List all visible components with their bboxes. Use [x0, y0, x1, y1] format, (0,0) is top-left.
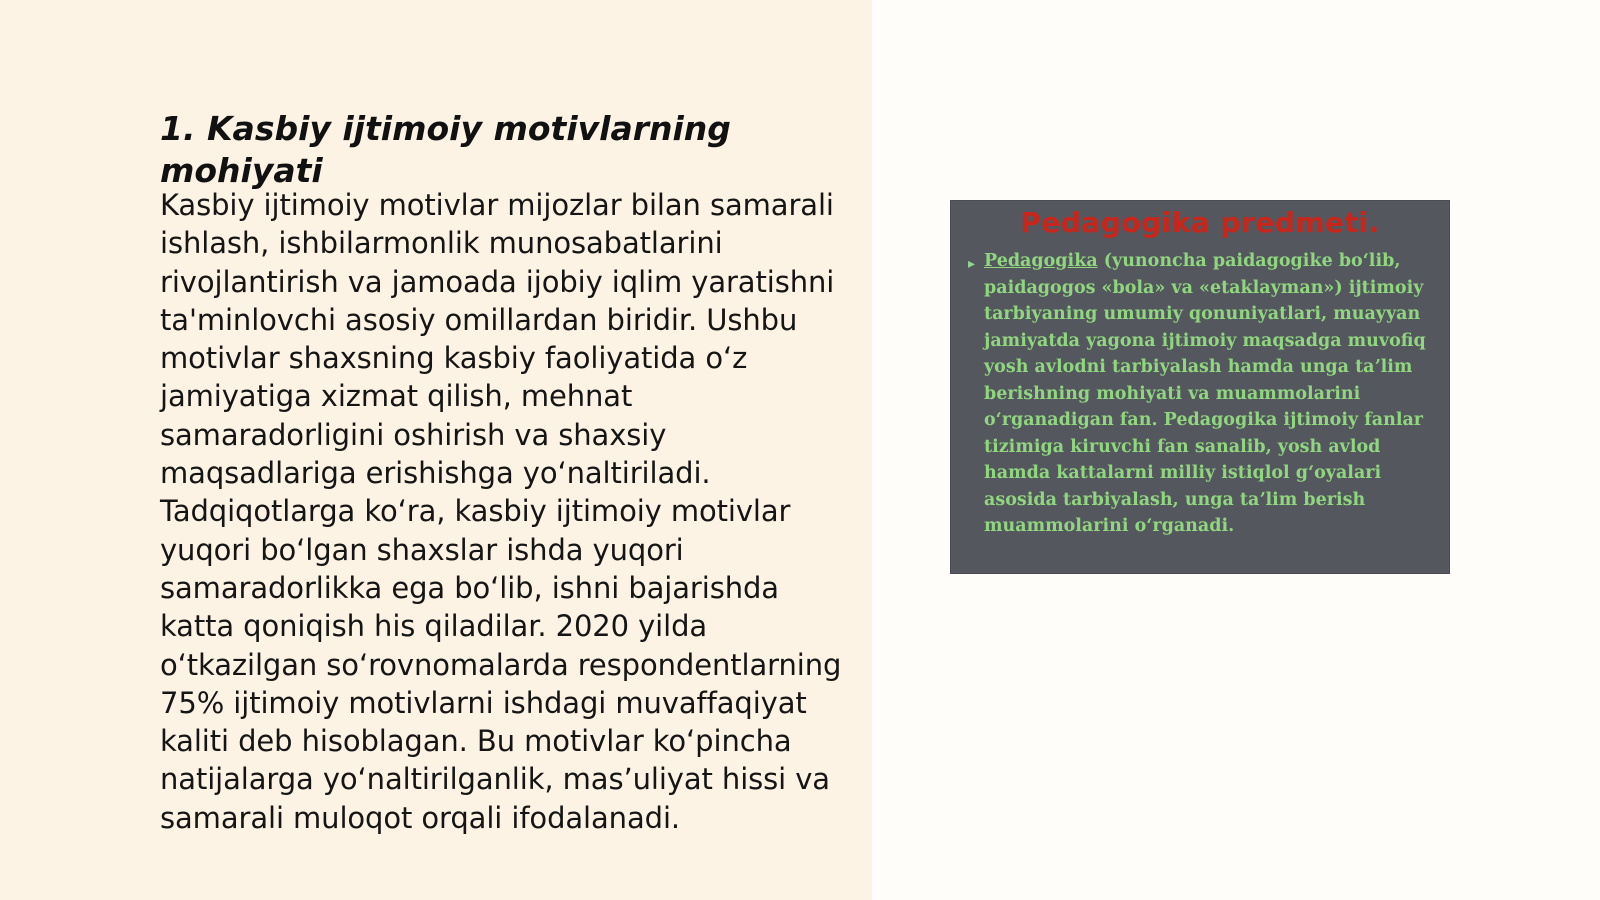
slide-title: 1. Kasbiy ijtimoiy motivlarning mohiyati	[160, 109, 731, 190]
embedded-slide-image	[950, 200, 1450, 574]
bullet-icon: ▸	[968, 256, 976, 272]
embedded-slide-definition: (yunoncha paidagogike boʻlib, paidagogos «bola» va «etaklayman») ijtimoiy tarbiyaning umumiy qonuniyatlari, muayyan jamiyatda yagona ijtimoiy maqsadga muvofiq yosh avlodni tarbiyalash hamda unga taʼlim berishning mohiyati va muammolarini oʻrganadigan fan. Pedagogika ijtimoiy fanlar tizimiga kiruvchi fan sanalib, yosh avlod hamda kattalarni milliy istiqlol gʻoyalari asosida tarbiyalash, unga taʼlim berish muammolarini oʻrganadi.	[984, 251, 1426, 536]
slide-body-text: Kasbiy ijtimoiy motivlar mijozlar bilan samarali ishlash, ishbilarmonlik munosabatlarini rivojlantirish va jamoada ijobiy iqlim yaratishni ta'minlovchi asosiy omillardan biridir. Ushbu motivlar shaxsning kasbiy faoliyatida oʻz jamiyatiga xizmat qilish, mehnat samaradorligini oshirish va shaxsiy maqsadlariga erishishga yoʻnaltiriladi. Tadqiqotlarga koʻra, kasbiy ijtimoiy motivlar yuqori boʻlgan shaxslar ishda yuqori samaradorlikka ega boʻlib, ishni bajarishda katta qoniqish his qiladilar. 2020 yilda oʻtkazilgan soʻrovnomalarda respondentlarning 75% ijtimoiy motivlarni ishdagi muvaffaqiyat kaliti deb hisoblagan. Bu motivlar koʻpincha natijalarga yoʻnaltirilganlik, masʼuliyat hissi va samarali muloqot orqali ifodalanadi.	[160, 188, 842, 835]
embedded-slide-title: Pedagogika predmeti.	[1020, 206, 1380, 239]
embedded-slide-text	[984, 248, 1442, 540]
embedded-slide-term: Pedagogika	[984, 251, 1098, 271]
